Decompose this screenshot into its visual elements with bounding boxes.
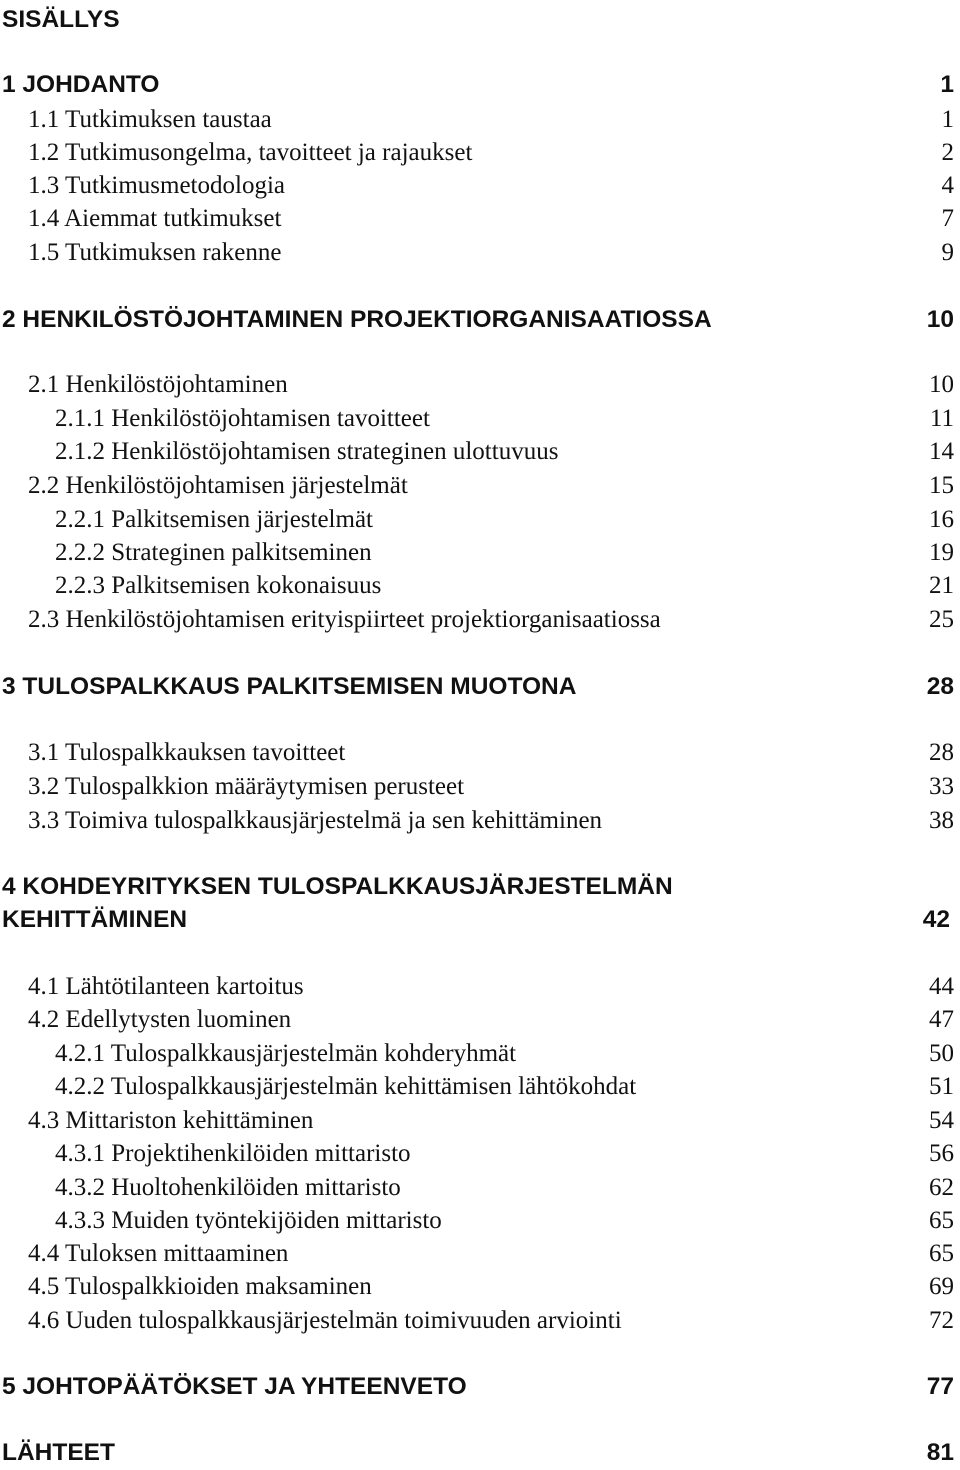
toc-entry [0,870,960,904]
toc-entry [0,804,960,838]
toc-entry [0,68,960,102]
toc-entry [0,1171,960,1205]
toc-entry-page: 9 [941,239,954,266]
toc-entry-page: 25 [929,606,954,633]
toc-entry [0,1270,960,1304]
toc-entry [0,1037,960,1071]
toc-entry-label: 1.5 Tutkimuksen rakenne [28,239,282,266]
toc-entry [0,1370,960,1404]
toc-entry-page: 2 [941,139,954,166]
toc-entry-page: 38 [929,807,954,834]
toc-entry-page: 72 [929,1307,954,1334]
toc-entry-label: 1 JOHDANTO [2,71,160,98]
toc-entry-page: 1 [941,106,954,133]
toc-entry-page: 10 [929,371,954,398]
toc-entry-label: 2.2 Henkilöstöjohtamisen järjestelmät [28,472,408,499]
toc-entry [0,435,960,469]
toc-entry-label: 1.2 Tutkimusongelma, tavoitteet ja rajaukset [28,139,473,166]
toc-entry-page: 65 [929,1207,954,1234]
toc-entry [0,1237,960,1271]
toc-entry [0,1204,960,1238]
toc-entry [0,303,960,337]
toc-entry-label: 4.3 Mittariston kehittäminen [28,1107,314,1134]
toc-entry-page: 62 [929,1174,954,1201]
toc-entry-label: 4.2 Edellytysten luominen [28,1006,292,1033]
toc-entry [0,402,960,436]
toc-entry [0,569,960,603]
toc-entry-page: 4 [941,172,954,199]
toc-entry-page: 77 [926,1373,954,1400]
toc-entry-page: 11 [929,405,954,432]
toc-entry-label: 3.1 Tulospalkkauksen tavoitteet [28,739,346,766]
toc-entry [0,1104,960,1138]
toc-entry-page: 7 [941,205,954,232]
toc-entry-label: 3 TULOSPALKKAUS PALKITSEMISEN MUOTONA [2,673,577,700]
toc-entry-page: 65 [929,1240,954,1267]
toc-entry-page: 10 [926,306,954,333]
toc-entry [0,736,960,770]
toc-entry-page: 44 [929,973,954,1000]
toc-entry [0,169,960,203]
toc-entry-page: 81 [926,1439,954,1466]
toc-entry [0,202,960,236]
toc-entry-page: 15 [929,472,954,499]
toc-entry [0,503,960,537]
toc-entry [0,770,960,804]
toc-entry-page: 54 [929,1107,954,1134]
toc-entry [0,236,960,270]
toc-entry [0,136,960,170]
toc-entry-label: 2.1.2 Henkilöstöjohtamisen strateginen ulottuvuus [55,438,559,465]
toc-entry-label: 1.3 Tutkimusmetodologia [28,172,285,199]
toc-title-row [0,3,960,37]
toc-entry-page: 14 [929,438,954,465]
toc-entry-label: 4.3.1 Projektihenkilöiden mittaristo [55,1140,411,1167]
toc-entry-page: 42 [922,906,950,933]
toc-entry-label: 2.3 Henkilöstöjohtamisen erityispiirteet projektiorganisaatiossa [28,606,661,633]
toc-entry-page: 16 [929,506,954,533]
toc-entry [0,970,960,1004]
toc-entry [0,1304,960,1338]
toc-entry-page: 51 [929,1073,954,1100]
toc-entry [0,1070,960,1104]
toc-entry-label: 2 HENKILÖSTÖJOHTAMINEN PROJEKTIORGANISAATIOSSA [2,306,712,333]
toc-entry-label: 2.1 Henkilöstöjohtaminen [28,371,288,398]
toc-entry-label: 2.2.2 Strateginen palkitseminen [55,539,372,566]
toc-entry-page: 19 [929,539,954,566]
toc-entry-label: 5 JOHTOPÄÄTÖKSET JA YHTEENVETO [2,1373,467,1400]
toc-entry-page: 33 [929,773,954,800]
toc-entry [0,1003,960,1037]
toc-entry [0,103,960,137]
toc-entry-label: 4 KOHDEYRITYKSEN TULOSPALKKAUSJÄRJESTELMÄN [2,873,673,900]
toc-entry-page: 56 [929,1140,954,1167]
toc-entry-label: 4.5 Tulospalkkioiden maksaminen [28,1273,372,1300]
toc-entry-page: 21 [929,572,954,599]
toc-entry-label: 1.1 Tutkimuksen taustaa [28,106,272,133]
toc-entry-page: 50 [929,1040,954,1067]
toc-entry-label: 3.2 Tulospalkkion määräytymisen perusteet [28,773,465,800]
toc-entry [0,903,960,937]
toc-entry-page: 47 [929,1006,954,1033]
toc-entry-label: LÄHTEET [2,1439,115,1466]
toc-entry-label: 1.4 Aiemmat tutkimukset [28,205,282,232]
toc-entry-page: 28 [929,739,954,766]
toc-entry-label: 4.4 Tuloksen mittaaminen [28,1240,289,1267]
toc-entry [0,670,960,704]
toc-entry-label: KEHITTÄMINEN [2,906,188,933]
toc-entry [0,603,960,637]
toc-entry-label: 4.3.3 Muiden työntekijöiden mittaristo [55,1207,442,1234]
toc-entry-label: 4.6 Uuden tulospalkkausjärjestelmän toimivuuden arviointi [28,1307,622,1334]
toc-entry [0,1436,960,1470]
toc-entry-label: 3.3 Toimiva tulospalkkausjärjestelmä ja sen kehittäminen [28,807,603,834]
toc-entry [0,368,960,402]
toc-entry-page: 69 [929,1273,954,1300]
toc-entry-label: 2.2.3 Palkitsemisen kokonaisuus [55,572,382,599]
toc-entry-label: 4.1 Lähtötilanteen kartoitus [28,973,304,1000]
toc-entry [0,536,960,570]
toc-entry-label: 4.2.2 Tulospalkkausjärjestelmän kehittämisen lähtökohdat [55,1073,637,1100]
toc-entry-label: 4.2.1 Tulospalkkausjärjestelmän kohderyhmät [55,1040,517,1067]
toc-entry-label: 4.3.2 Huoltohenkilöiden mittaristo [55,1174,401,1201]
toc-entry-page: 1 [940,71,954,98]
toc-entry [0,1137,960,1171]
toc-entry [0,469,960,503]
toc-entry-page: 28 [926,673,954,700]
toc-entry-label: 2.1.1 Henkilöstöjohtamisen tavoitteet [55,405,430,432]
toc-entry-label: 2.2.1 Palkitsemisen järjestelmät [55,506,373,533]
toc-title: SISÄLLYS [2,6,120,33]
